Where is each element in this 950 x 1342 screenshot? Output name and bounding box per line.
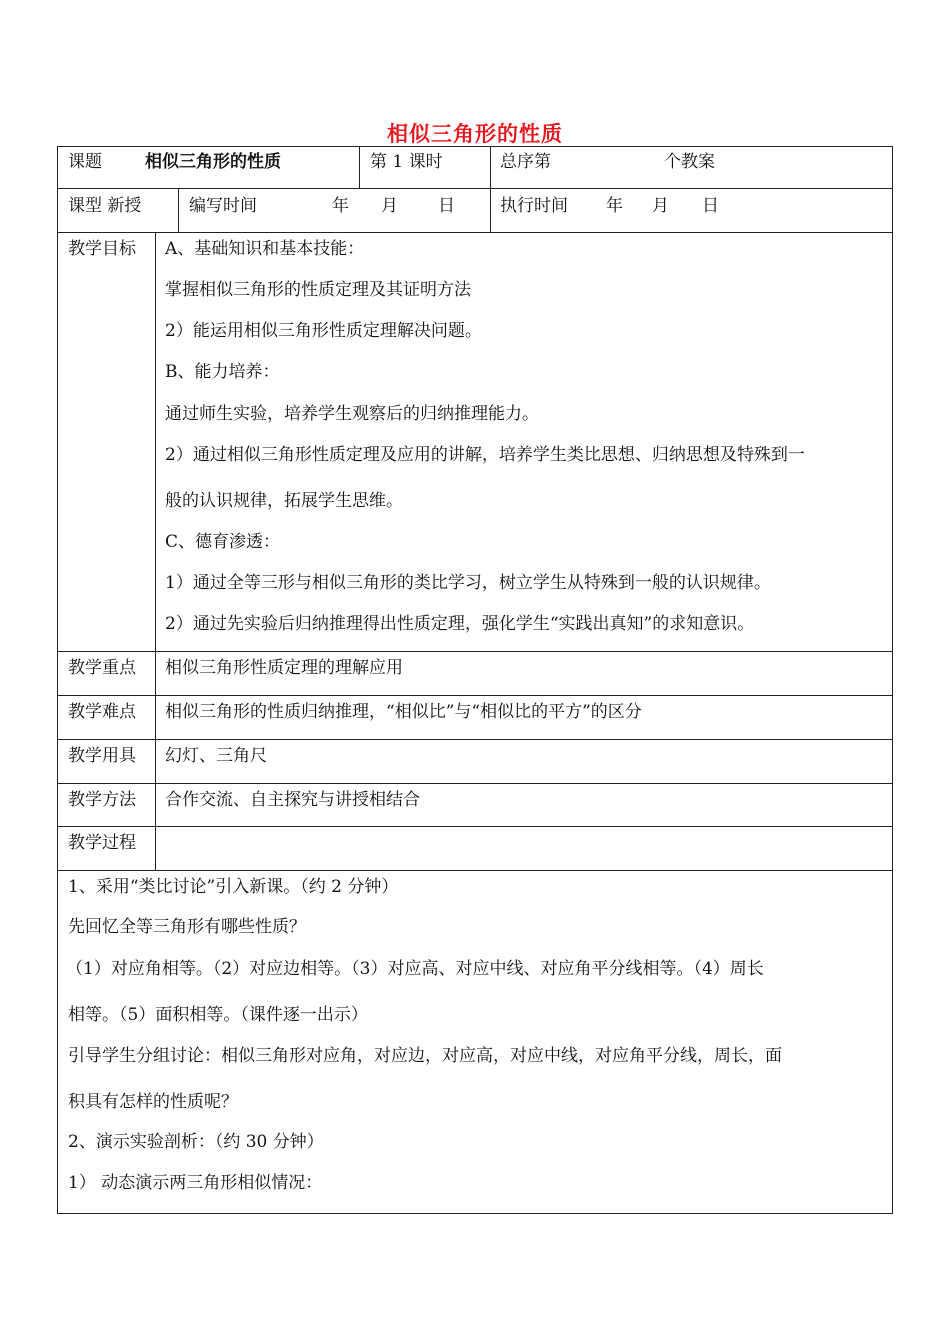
process-line: （1）对应角相等。（2）对应边相等。（3）对应高、对应中线、对应角平分线相等。（4）周长 [66, 959, 764, 979]
row-divider [57, 232, 893, 233]
subject-value: 相似三角形的性质 [145, 152, 281, 172]
col-divider [359, 146, 360, 188]
key-point-value: 相似三角形性质定理的理解应用 [165, 658, 403, 678]
key-point-label: 教学重点 [68, 658, 136, 678]
objective-line: C、德育渗透： [165, 532, 281, 552]
process-line: 积具有怎样的性质呢？ [68, 1092, 238, 1112]
write-day: 日 [438, 196, 455, 216]
col-divider [490, 146, 491, 232]
exec-day: 日 [702, 196, 719, 216]
method-label: 教学方法 [68, 790, 136, 810]
difficulty-label: 教学难点 [68, 702, 136, 722]
difficulty-value: 相似三角形的性质归纳推理，“相似比”与“相似比的平方”的区分 [165, 702, 642, 722]
process-line: 2、演示实验剖析：（约 30 分钟） [68, 1132, 324, 1152]
lesson-type-cell: 课型 新授 [68, 196, 142, 216]
objective-line: 通过师生实验，培养学生观察后的归纳推理能力。 [165, 404, 539, 424]
tools-label: 教学用具 [68, 746, 136, 766]
tools-value: 幻灯、三角尺 [165, 746, 267, 766]
exec-time-label: 执行时间 [500, 196, 568, 216]
row-divider [57, 870, 893, 871]
row-divider [57, 695, 893, 696]
row-divider [57, 826, 893, 827]
row-divider [57, 651, 893, 652]
objective-line: 1）通过全等三形与相似三角形的类比学习，树立学生从特殊到一般的认识规律。 [165, 573, 771, 593]
exec-year: 年 [606, 196, 623, 216]
objective-line: 2）能运用相似三角形性质定理解决问题。 [165, 321, 482, 341]
row-divider [57, 783, 893, 784]
exec-month: 月 [652, 196, 669, 216]
objective-line: A、基础知识和基本技能： [165, 239, 365, 259]
sequence-label: 总序第 [500, 152, 551, 172]
objective-line: 般的认识规律，拓展学生思维。 [165, 491, 403, 511]
write-month: 月 [381, 196, 398, 216]
process-line: 引导学生分组讨论：相似三角形对应角，对应边，对应高，对应中线，对应角平分线，周长，面 [68, 1046, 782, 1066]
method-value: 合作交流、自主探究与讲授相结合 [165, 790, 420, 810]
col-divider [178, 188, 179, 232]
write-time-label: 编写时间 [189, 196, 257, 216]
process-line: 先回忆全等三角形有哪些性质？ [68, 917, 306, 937]
objective-line: 2）通过先实验后归纳推理得出性质定理，强化学生“实践出真知”的求知意识。 [165, 614, 755, 634]
page-title: 相似三角形的性质 [387, 122, 563, 146]
process-line: 1、采用“类比讨论”引入新课。（约 2 分钟） [68, 877, 399, 897]
objectives-label: 教学目标 [68, 239, 136, 259]
period-cell: 第 1 课时 [370, 152, 443, 172]
process-line: 相等。（5）面积相等。（课件逐一出示） [68, 1005, 368, 1025]
subject-label: 课题 [68, 152, 102, 172]
write-year: 年 [332, 196, 349, 216]
col-divider [155, 232, 156, 870]
objective-line: 2）通过相似三角形性质定理及应用的讲解，培养学生类比思想、归纳思想及特殊到一 [165, 445, 805, 465]
objective-line: 掌握相似三角形的性质定理及其证明方法 [165, 280, 471, 300]
plan-count-label: 个教案 [664, 152, 715, 172]
row-divider [57, 739, 893, 740]
process-line: 1） 动态演示两三角形相似情况： [68, 1173, 323, 1193]
process-label: 教学过程 [68, 833, 136, 853]
row-divider [57, 188, 893, 189]
objective-line: B、能力培养： [165, 362, 280, 382]
